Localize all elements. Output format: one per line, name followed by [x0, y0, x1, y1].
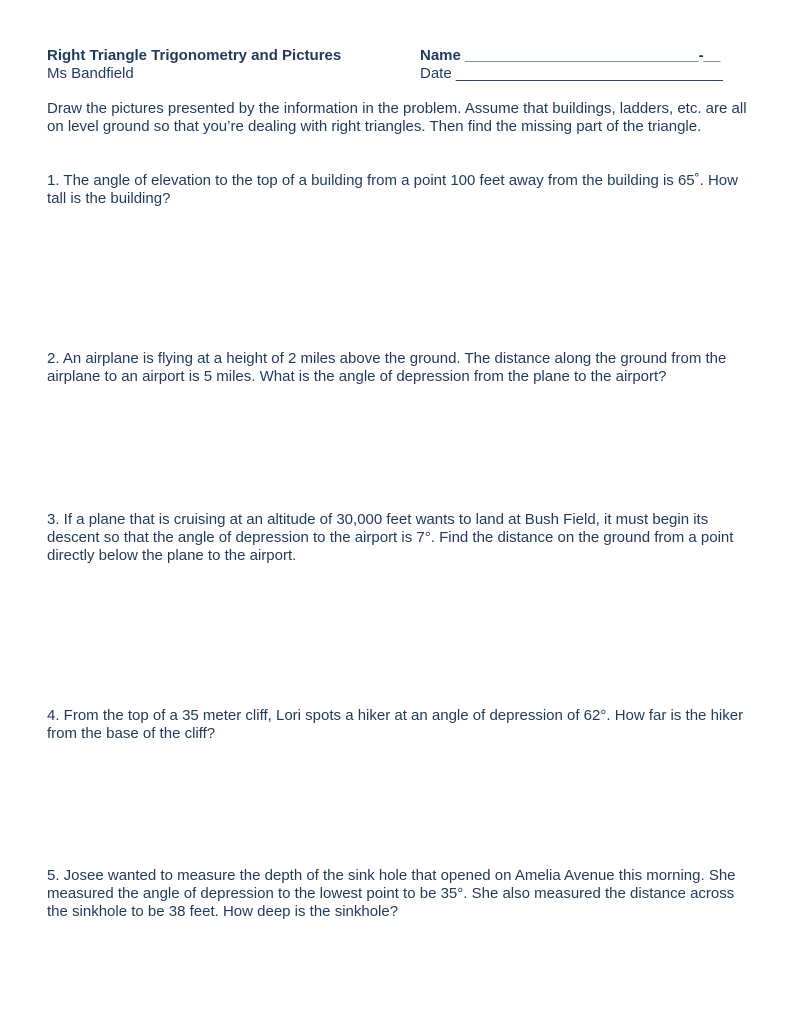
header-left — [47, 47, 341, 83]
name-label: Name — [420, 47, 461, 64]
name-blank-line: ____________________________-__ — [465, 47, 721, 64]
instructions: Draw the pictures presented by the information in the problem. Assume that buildings, ladders, etc. are all on level ground so that you’re dealing with right triangles. Then find the missing part of the triangle. — [47, 100, 747, 135]
teacher-name: Ms Bandfield — [47, 65, 134, 82]
name-field — [420, 47, 723, 65]
header-right — [420, 47, 723, 83]
date-label: Date — [420, 65, 452, 82]
date-blank-line: ________________________________ — [455, 65, 723, 82]
worksheet-title: Right Triangle Trigonometry and Pictures — [47, 47, 342, 64]
problem-5: 5. Josee wanted to measure the depth of the sink hole that opened on Amelia Avenue this morning. She measured the angle of depression to the lowest point to be 35°. She also measured the distance across the sinkhole to be 38 feet. How deep is the sinkhole? — [47, 867, 736, 920]
problem-1: 1. The angle of elevation to the top of a building from a point 100 feet away from the building is 65˚. How tall is the building? — [47, 172, 738, 207]
problem-2: 2. An airplane is flying at a height of 2 miles above the ground. The distance along the ground from the airplane to an airport is 5 miles. What is the angle of depression from the plane to the airport? — [47, 350, 727, 385]
problem-3: 3. If a plane that is cruising at an altitude of 30,000 feet wants to land at Bush Field, it must begin its descent so that the angle of depression to the airport is 7°. Find the distance on the ground from a point directly below the plane to the airport. — [47, 511, 734, 564]
problem-4: 4. From the top of a 35 meter cliff, Lori spots a hiker at an angle of depression of 62°. How far is the hiker from the base of the cliff? — [47, 707, 744, 742]
date-field — [420, 65, 723, 83]
